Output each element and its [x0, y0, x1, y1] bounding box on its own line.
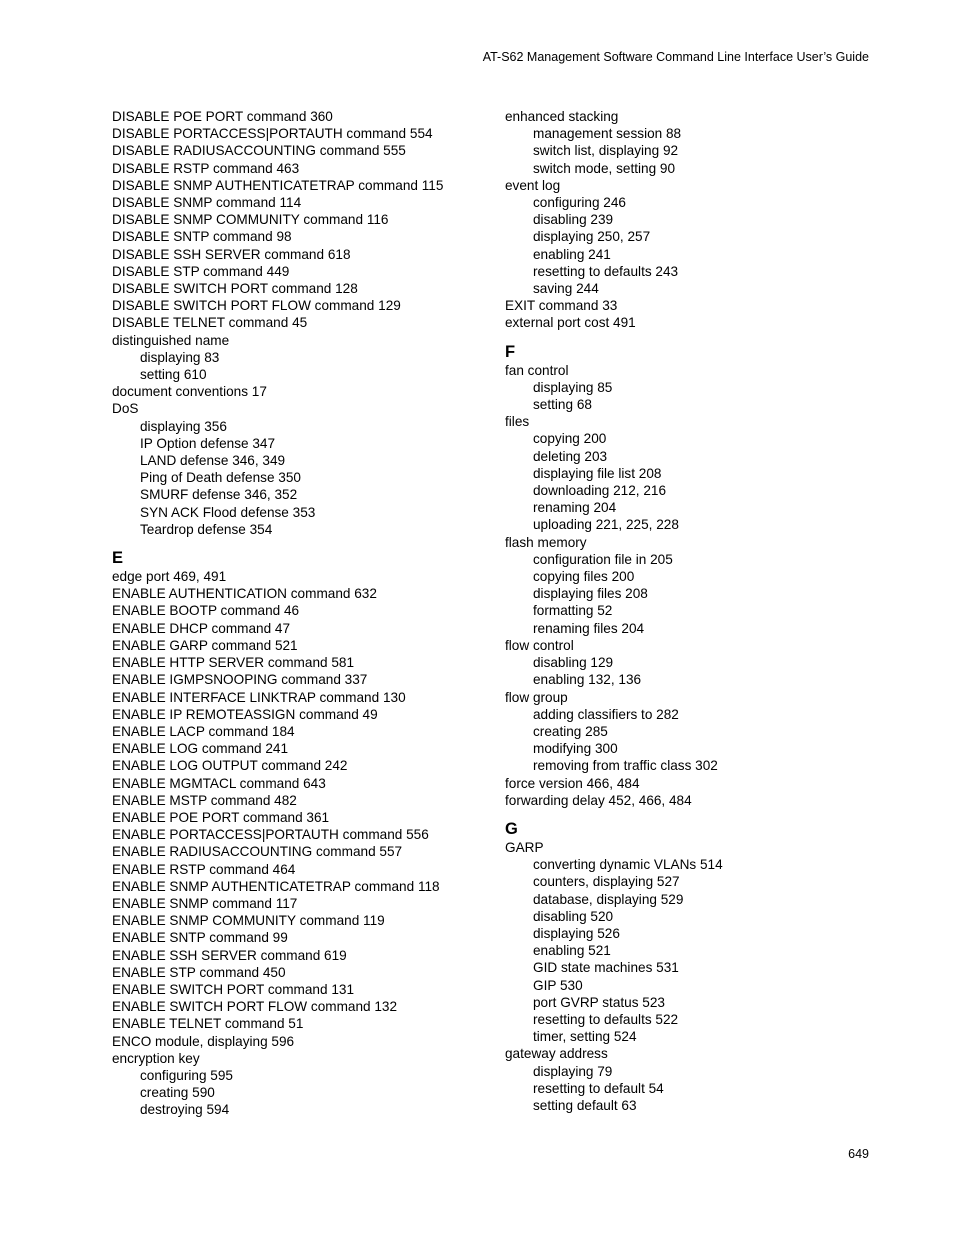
index-entry: ENABLE PORTACCESS|PORTAUTH command 556	[112, 827, 429, 843]
index-entry: ENABLE SWITCH PORT command 131	[112, 981, 354, 997]
index-subentry: setting 68	[533, 397, 592, 413]
index-subentry: uploading 221, 225, 228	[533, 517, 679, 533]
index-subentry: switch mode, setting 90	[533, 160, 676, 176]
index-subentry: deleting 203	[533, 448, 608, 464]
index-entry: DISABLE RADIUSACCOUNTING command 555	[112, 143, 406, 159]
index-letter-heading: G	[505, 819, 518, 838]
index-entry: force version 466, 484	[505, 775, 640, 791]
index-subentry: displaying 79	[533, 1063, 613, 1079]
index-entry: DISABLE SNMP AUTHENTICATETRAP command 115	[112, 177, 444, 193]
index-subentry: configuration file in 205	[533, 551, 673, 567]
index-entry: DISABLE POE PORT command 360	[112, 109, 333, 124]
index-subentry: Teardrop defense 354	[140, 521, 273, 537]
index-entry: ENABLE LOG OUTPUT command 242	[112, 758, 348, 774]
index-subentry: resetting to defaults 243	[533, 263, 679, 279]
index-entry: external port cost 491	[505, 315, 636, 331]
index-subentry: displaying 250, 257	[533, 229, 651, 245]
index-entry: ENABLE SSH SERVER command 619	[112, 947, 347, 963]
index-entry: DISABLE TELNET command 45	[112, 315, 308, 331]
index-entry: ENABLE HTTP SERVER command 581	[112, 655, 355, 671]
index-entry: DISABLE SNTP command 98	[112, 229, 292, 245]
index-subentry: configuring 595	[140, 1067, 233, 1083]
index-entry: ENABLE RSTP command 464	[112, 861, 296, 877]
index-entry: event log	[505, 177, 561, 193]
index-subentry: destroying 594	[140, 1102, 230, 1118]
index-entry: ENABLE LACP command 184	[112, 723, 295, 739]
index-subentry: displaying 356	[140, 418, 227, 434]
index-entry: document conventions 17	[112, 384, 267, 400]
running-header: AT-S62 Management Software Command Line Interface User’s Guide	[482, 50, 869, 64]
index-subentry: modifying 300	[533, 741, 618, 757]
index-subentry: timer, setting 524	[533, 1029, 637, 1045]
index-entry: gateway address	[505, 1046, 608, 1062]
index-subentry: switch list, displaying 92	[533, 143, 679, 159]
index-entry: ENABLE SNMP AUTHENTICATETRAP command 118	[112, 878, 440, 894]
index-entry: encryption key	[112, 1050, 200, 1066]
index-entry: ENABLE MGMTACL command 643	[112, 775, 326, 791]
index-entry: edge port 469, 491	[112, 569, 227, 585]
index-subentry: renaming 204	[533, 500, 617, 516]
index-entry: ENABLE SWITCH PORT FLOW command 132	[112, 999, 398, 1015]
index-subentry: enabling 521	[533, 943, 611, 959]
index-entry: DISABLE SNMP COMMUNITY command 116	[112, 212, 389, 228]
index-subentry: database, displaying 529	[533, 891, 684, 907]
index-subentry: downloading 212, 216	[533, 483, 667, 499]
index-subentry: setting 610	[140, 367, 207, 383]
index-subentry: disabling 129	[533, 655, 614, 671]
index-subentry: adding classifiers to 282	[533, 706, 679, 722]
index-subentry: port GVRP status 523	[533, 994, 665, 1010]
index-entry: ENCO module, displaying 596	[112, 1033, 295, 1049]
index-subentry: SYN ACK Flood defense 353	[140, 504, 316, 520]
index-subentry: displaying 83	[140, 349, 220, 365]
index-entry: ENABLE TELNET command 51	[112, 1016, 304, 1032]
index-entry: DISABLE SWITCH PORT command 128	[112, 281, 358, 297]
index-entry: distinguished name	[112, 332, 230, 348]
index-subentry: formatting 52	[533, 603, 613, 619]
index-subentry: resetting to defaults 522	[533, 1011, 679, 1027]
index-subentry: disabling 520	[533, 908, 614, 924]
index-entry: ENABLE BOOTP command 46	[112, 603, 300, 619]
index-entry: ENABLE STP command 450	[112, 964, 286, 980]
index-entry: DISABLE SWITCH PORT FLOW command 129	[112, 298, 401, 314]
index-subentry: setting default 63	[533, 1097, 637, 1113]
index-entry: DISABLE RSTP command 463	[112, 160, 300, 176]
index-subentry: displaying file list 208	[533, 465, 662, 481]
index-entry: flow group	[505, 689, 568, 705]
index-entry: ENABLE GARP command 521	[112, 637, 298, 653]
index-subentry: Ping of Death defense 350	[140, 470, 301, 486]
index-entry: DISABLE SNMP command 114	[112, 195, 302, 211]
index-subentry: LAND defense 346, 349	[140, 453, 286, 469]
index-subentry: enabling 132, 136	[533, 672, 642, 688]
index-entry: DISABLE PORTACCESS|PORTAUTH command 554	[112, 126, 433, 142]
index-subentry: displaying files 208	[533, 586, 648, 602]
index-subentry: saving 244	[533, 281, 599, 297]
index-letter-heading: F	[505, 342, 516, 361]
page-number: 649	[848, 1147, 869, 1161]
index-subentry: disabling 239	[533, 212, 614, 228]
index-subentry: GIP 530	[533, 977, 583, 993]
index-subentry: SMURF defense 346, 352	[140, 487, 298, 503]
index-subentry: counters, displaying 527	[533, 874, 680, 890]
index-entry: flow control	[505, 637, 574, 653]
index-subentry: renaming files 204	[533, 620, 645, 636]
index-subentry: enabling 241	[533, 246, 611, 262]
index-subentry: resetting to default 54	[533, 1080, 664, 1096]
index-subentry: converting dynamic VLANs 514	[533, 857, 723, 873]
index-entry: ENABLE MSTP command 482	[112, 792, 297, 808]
index-entry: ENABLE IP REMOTEASSIGN command 49	[112, 706, 378, 722]
index-entry: ENABLE DHCP command 47	[112, 620, 291, 636]
index-entry: forwarding delay 452, 466, 484	[505, 792, 692, 808]
index-entry: GARP	[505, 839, 544, 855]
index-entry: enhanced stacking	[505, 109, 619, 124]
index-entry: ENABLE INTERFACE LINKTRAP command 130	[112, 689, 406, 705]
index-entry: files	[505, 414, 530, 430]
index-letter-heading: E	[112, 549, 124, 568]
index-entry: DoS	[112, 401, 139, 417]
index-subentry: removing from traffic class 302	[533, 758, 718, 774]
index-entry: ENABLE LOG command 241	[112, 741, 289, 757]
index-subentry: management session 88	[533, 126, 682, 142]
index-subentry: creating 285	[533, 723, 608, 739]
index-entry: fan control	[505, 362, 569, 378]
index-subentry: creating 590	[140, 1085, 215, 1101]
index-entry: ENABLE SNMP COMMUNITY command 119	[112, 913, 385, 929]
index-entry: ENABLE RADIUSACCOUNTING command 557	[112, 844, 403, 860]
index-subentry: displaying 526	[533, 925, 620, 941]
index-entry: ENABLE POE PORT command 361	[112, 809, 330, 825]
index-subentry: IP Option defense 347	[140, 435, 276, 451]
index-subentry: copying 200	[533, 431, 607, 447]
index-entry: DISABLE STP command 449	[112, 263, 290, 279]
index-entry: DISABLE SSH SERVER command 618	[112, 246, 351, 262]
index-entry: ENABLE IGMPSNOOPING command 337	[112, 672, 368, 688]
index-subentry: configuring 246	[533, 195, 626, 211]
index-subentry: copying files 200	[533, 569, 635, 585]
index-entry: ENABLE SNMP command 117	[112, 895, 298, 911]
index-column-left	[112, 108, 482, 1119]
index-subentry: GID state machines 531	[533, 960, 679, 976]
index-entry: EXIT command 33	[505, 298, 618, 314]
index-subentry: displaying 85	[533, 379, 613, 395]
index-entry: ENABLE SNTP command 99	[112, 930, 288, 946]
index-entry: flash memory	[505, 534, 587, 550]
index-entry: ENABLE AUTHENTICATION command 632	[112, 586, 377, 602]
index-column-right	[505, 108, 875, 1114]
